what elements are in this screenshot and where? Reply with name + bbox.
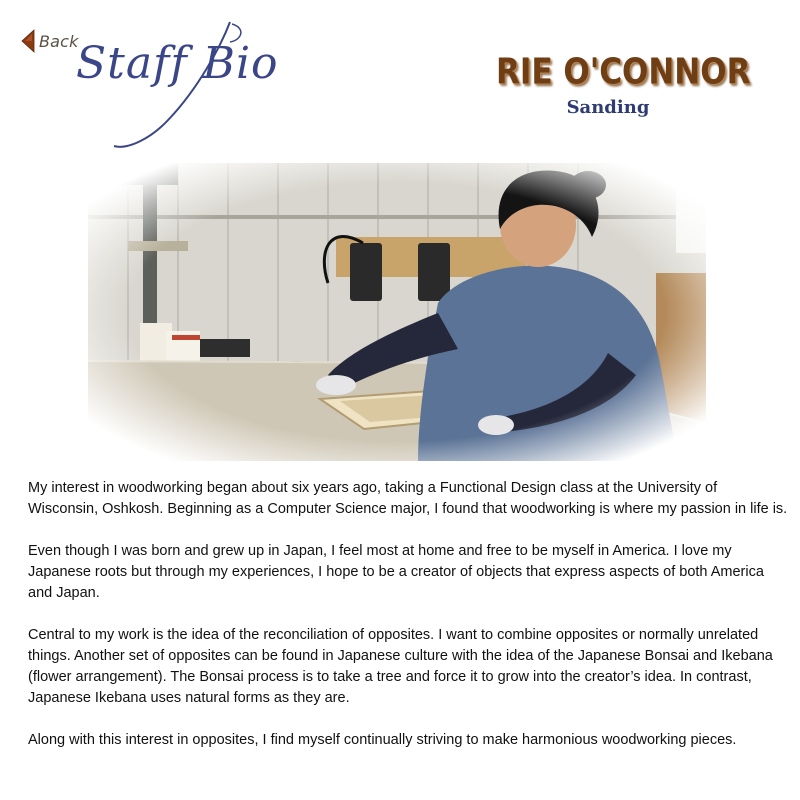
back-link[interactable]: [20, 29, 79, 53]
page-title: Staff Bio: [76, 38, 279, 89]
back-label: Back: [39, 31, 79, 51]
bio-paragraph: My interest in woodworking began about six years ago, taking a Functional Design class at the University of Wisconsin, Oshkosh. Beginning as a Computer Science major, I found that woodworking is where my passion in life is.: [28, 480, 788, 517]
bio-paragraph: Even though I was born and grew up in Japan, I feel most at home and free to be myself in America. I love my Japanese roots but through my experiences, I hope to be a creator of objects that express aspects of both America and Japan.: [28, 543, 764, 601]
back-arrow-icon: [20, 29, 36, 53]
person-role: Sanding: [566, 97, 650, 118]
staff-photo: [88, 163, 706, 461]
bio-text: [28, 478, 788, 772]
person-name: RIE O'CONNOR: [496, 51, 751, 93]
bio-paragraph: Central to my work is the idea of the reconciliation of opposites. I want to combine opposites or normally unrelated things. Another set of opposites can be found in Japanese culture with the idea of the Japanese Bonsai and Ikebana (flower arrangement). The Bonsai process is to take a tree and force it to grow into the creator’s idea. In contrast, Japanese Ikebana uses natural forms as they are.: [28, 627, 773, 706]
bio-paragraph: Along with this interest in opposites, I find myself continually striving to make harmonious woodworking pieces.: [28, 732, 737, 748]
